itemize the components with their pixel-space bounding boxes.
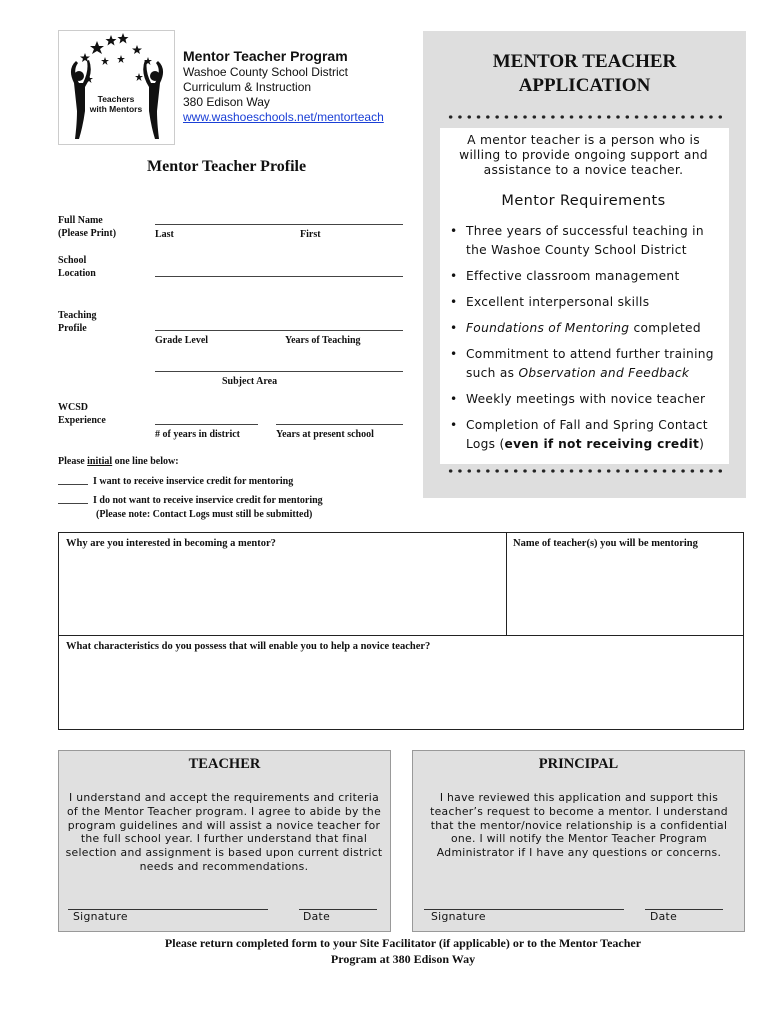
mentor-definition: A mentor teacher is a person who is willing to provide ongoing support and assistance to a novice teacher. <box>459 133 708 177</box>
organization-info <box>183 48 384 125</box>
credit-yes-option: I want to receive inservice credit for mentoring <box>93 476 294 487</box>
credit-yes-initial-field[interactable] <box>58 484 88 485</box>
list-item <box>450 345 726 383</box>
list-item <box>450 416 726 454</box>
address: 380 Edison Way <box>183 95 270 109</box>
questions-divider <box>58 635 744 636</box>
grade-level-field[interactable] <box>155 330 403 331</box>
credit-no-initial-field[interactable] <box>58 503 88 504</box>
contact-logs-note: (Please note: Contact Logs must still be submitted) <box>96 509 313 520</box>
wcsd-experience-label <box>58 401 106 427</box>
requirements-list <box>450 222 726 461</box>
label-line: Teaching <box>58 310 97 321</box>
dotted-divider-top <box>446 115 726 119</box>
initial-instruction <box>58 456 179 467</box>
list-item-text: ) <box>699 437 705 451</box>
logo <box>58 30 175 145</box>
emphasis-text: even if not receiving credit <box>504 437 700 451</box>
footer-line-1: Please return completed form to your Site Facilitator (if applicable) or to the Mentor Teacher <box>164 936 642 950</box>
training-name: Observation and Feedback <box>518 366 690 380</box>
school-location-label <box>58 254 96 280</box>
principal-date-caption: Date <box>650 910 678 923</box>
instruction-text: one line below: <box>112 456 179 467</box>
logo-text: Teachers with Mentors <box>89 94 143 114</box>
principal-heading: PRINCIPAL <box>538 756 619 772</box>
characteristics-question: What characteristics do you possess that will enable you to help a novice teacher? <box>66 641 431 652</box>
why-mentor-question: Why are you interested in becoming a mentor? <box>66 538 276 549</box>
teacher-agreement: I understand and accept the requirements and criteria of the Mentor Teacher program. I agree to abide by the program guidelines and will assist a novice teacher for the full school year. I further understand that final selection and assignment is based upon current district needs and recommendations. <box>65 791 383 873</box>
mentee-names-question: Name of teacher(s) you will be mentoring <box>513 538 698 549</box>
instruction-emphasis: initial <box>87 456 113 467</box>
profile-title: Mentor Teacher Profile <box>147 158 307 175</box>
list-item: • Weekly meetings with novice teacher <box>450 390 726 409</box>
label-line: Full Name <box>58 215 103 226</box>
first-name-caption: First <box>300 229 321 240</box>
school-location-field[interactable] <box>155 276 403 277</box>
last-name-caption: Last <box>155 229 174 240</box>
label-line: School <box>58 255 87 266</box>
return-instructions <box>60 935 746 967</box>
title-line-2: APPLICATION <box>518 75 651 96</box>
teaching-profile-label <box>58 309 97 335</box>
subject-area-caption: Subject Area <box>222 376 278 387</box>
requirements-heading: Mentor Requirements <box>501 193 666 209</box>
years-at-school-field[interactable] <box>276 424 403 425</box>
full-name-field[interactable] <box>155 224 403 225</box>
full-name-label <box>58 214 116 240</box>
credit-no-option: I do not want to receive inservice credit for mentoring <box>93 495 323 506</box>
subject-area-field[interactable] <box>155 371 403 372</box>
label-line: Location <box>58 268 96 279</box>
list-item: • Excellent interpersonal skills <box>450 293 726 312</box>
years-in-district-caption: # of years in district <box>155 429 240 440</box>
label-line: (Please Print) <box>58 228 117 239</box>
list-item-text: Commitment to attend further training such as <box>466 347 714 380</box>
program-website-link[interactable]: www.washoeschools.net/mentorteach <box>183 110 384 124</box>
years-in-district-field[interactable] <box>155 424 258 425</box>
principal-statement: I have reviewed this application and support this teacher’s request to become a mentor. I understand that the mentor/novice relationship is a confidential one. I will notify the Mentor Teacher Program Administrator if I have any questions or concerns. <box>430 791 728 860</box>
people-stars-icon <box>59 31 174 144</box>
mentee-names-answer-area[interactable] <box>508 555 742 633</box>
district-name: Washoe County School District <box>183 65 348 79</box>
list-item-text: completed <box>629 321 701 335</box>
footer-line-2: Program at 380 Edison Way <box>330 952 476 966</box>
list-item: • Three years of successful teaching in the Washoe County School District <box>450 222 726 260</box>
dotted-divider-bottom <box>446 469 726 473</box>
principal-signature-caption: Signature <box>431 910 486 923</box>
why-mentor-answer-area[interactable] <box>60 555 504 633</box>
teacher-date-caption: Date <box>303 910 331 923</box>
questions-column-divider <box>506 532 507 635</box>
list-item-text: Completion of Fall and Spring Contact Logs ( <box>466 418 708 451</box>
years-teaching-caption: Years of Teaching <box>285 335 361 346</box>
title-line-1: MENTOR TEACHER <box>492 51 677 72</box>
program-name: Mentor Teacher Program <box>183 48 348 64</box>
years-at-school-caption: Years at present school <box>276 429 374 440</box>
application-title <box>423 50 746 98</box>
label-line: Experience <box>58 415 106 426</box>
course-name: Foundations of Mentoring <box>466 321 630 335</box>
list-item: • Effective classroom management <box>450 267 726 286</box>
teacher-signature-caption: Signature <box>73 910 128 923</box>
grade-level-caption: Grade Level <box>155 335 209 346</box>
department-name: Curriculum & Instruction <box>183 80 312 94</box>
instruction-text: Please <box>58 456 88 467</box>
label-line: WCSD <box>58 402 89 413</box>
list-item <box>450 319 726 338</box>
teacher-heading: TEACHER <box>188 756 261 772</box>
label-line: Profile <box>58 323 87 334</box>
characteristics-answer-area[interactable] <box>60 658 742 728</box>
